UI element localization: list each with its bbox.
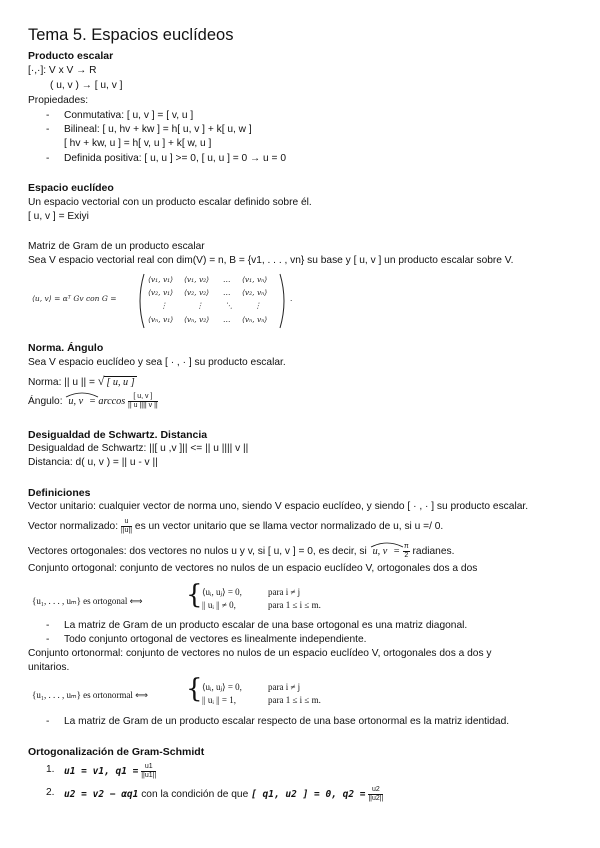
condition: para i ≠ j xyxy=(268,682,301,692)
matrix-cell: ⟨vₙ, vₙ⟩ xyxy=(242,315,268,324)
text-line: Vector unitario: cualquier vector de norma uno, siendo V espacio euclídeo, y siendo [ · , · ] su producto escalar. xyxy=(28,501,529,512)
period: . xyxy=(290,294,293,303)
gram-formula-lhs: ⟨u, v⟩ = αᵀ Gv con G = xyxy=(32,294,117,303)
list-item: - Definida positiva: [ u, u ] >= 0, [ u, u ] = 0 → u = 0 xyxy=(64,153,286,164)
angle-arc: u, v xyxy=(370,546,391,557)
condition: ⟨uᵢ, uⱼ⟩ = 0, xyxy=(202,682,242,692)
matrix-cell: ⟨vₙ, v₁⟩ xyxy=(148,315,174,324)
fraction-denominator: || u |||| v || xyxy=(128,402,158,409)
page-title: Tema 5. Espacios euclídeos xyxy=(28,26,234,44)
matrix-cell: ⟨v₂, vₙ⟩ xyxy=(242,288,268,297)
normalizado-fraction: $\frac{u}{||u||}$ xyxy=(120,518,133,534)
matrix-cell: ⟨v₂, v₂⟩ xyxy=(184,288,210,297)
condition: ⟨uᵢ, uⱼ⟩ = 0, xyxy=(202,587,242,597)
text-line: [ u, v ] = Exiyi xyxy=(28,211,89,222)
list-item: - Bilineal: [ u, hv + kw ] = h[ u, v ] + k[ u, w ] xyxy=(64,124,252,135)
pi-fraction: $\frac{\pi}{2}$ xyxy=(403,543,409,559)
matrix-cell: ⟨v₁, vₙ⟩ xyxy=(242,275,268,284)
definition-line: [·,·]: V x V → R xyxy=(28,65,97,76)
matrix-cell: … xyxy=(223,315,231,324)
text-line: Sea V espacio euclídeo y sea [ · , · ] su producto escalar. xyxy=(28,357,286,368)
angulo-formula xyxy=(28,393,158,410)
matrix-cell: ⋱ xyxy=(225,301,233,310)
list-item: - La matriz de Gram de un producto escalar respecto de una base ortonormal es la matriz identidad. xyxy=(64,716,509,727)
text-line: Matriz de Gram de un producto escalar xyxy=(28,241,205,252)
condition: para i ≠ j xyxy=(268,587,301,597)
matrix-cell: ⟨v₁, v₂⟩ xyxy=(184,275,210,284)
brace-icon: { xyxy=(186,674,203,704)
text-line: Conjunto ortogonal: conjunto de vectores no nulos de un espacio euclídeo V, ortogonales dos a dos xyxy=(28,563,478,574)
matrix-cell: … xyxy=(223,275,231,284)
condition: || uᵢ || ≠ 0, xyxy=(202,600,236,610)
text-line: Desigualdad de Schwartz: ||[ u ,v ]|| <= || u |||| v || xyxy=(28,443,249,454)
heading-gram-schmidt: Ortogonalización de Gram-Schmidt xyxy=(28,746,205,758)
norma-label: Norma: || u || = xyxy=(28,377,95,388)
text-line: Distancia: d( u, v ) = || u - v || xyxy=(28,457,158,468)
normalizado-line: Vector normalizado: $\frac{u}{||u||}$ es un vector unitario que se llama vector normalizado de u, si u =/ 0. xyxy=(28,518,444,534)
sqrt-icon: √ xyxy=(97,374,105,388)
heading-norma-angulo: Norma. Ángulo xyxy=(28,342,104,354)
condition: para 1 ≤ i ≤ m. xyxy=(268,600,321,610)
arccos-text: = arccos xyxy=(88,396,126,408)
matrix-cell: … xyxy=(223,288,231,297)
condition: || uᵢ || = 1, xyxy=(202,695,237,705)
heading-espacio-euclideo: Espacio euclídeo xyxy=(28,182,114,194)
matrix-cell: ⋮ xyxy=(160,301,168,310)
norma-formula xyxy=(28,374,137,389)
ortonormal-lhs: {u₁, . . . , uₘ} es ortonormal ⟺ xyxy=(32,690,149,700)
condition: para 1 ≤ i ≤ m. xyxy=(268,695,321,705)
gram-matrix xyxy=(136,272,288,330)
step1-fraction: $\frac{u1}{||u1||}$ xyxy=(141,763,157,779)
list-item: - Todo conjunto ortogonal de vectores es linealmente independiente. xyxy=(64,634,366,645)
angulo-fraction xyxy=(128,393,158,410)
heading-definiciones: Definiciones xyxy=(28,487,91,499)
norma-radicand: [ u, u ] xyxy=(106,377,135,388)
gram-schmidt-step-1: u1 = v1, q1 = $\frac{u1}{||u1||}$ xyxy=(64,763,157,779)
text-line: Sea V espacio vectorial real con dim(V) = n, B = {v1, . . . , vn} su base y [ u, v ] un producto escalar sobre V. xyxy=(28,255,514,266)
ortogonal-lhs: {u₁, . . . , uₘ} es ortogonal ⟺ xyxy=(32,596,143,606)
step2-fraction: $\frac{u2}{||u2||}$ xyxy=(368,786,384,802)
list-item: - Conmutativa: [ u, v ] = [ v, u ] xyxy=(64,110,193,121)
list-item-continued: [ hv + kw, u ] = h[ v, u ] + k[ w, u ] xyxy=(64,138,212,149)
matrix-cell: ⋮ xyxy=(196,301,204,310)
angulo-label: Ángulo: xyxy=(28,396,63,408)
heading-schwartz: Desigualdad de Schwartz. Distancia xyxy=(28,429,208,441)
angle-arc: u, v xyxy=(65,396,86,407)
propiedades-label: Propiedades: xyxy=(28,95,89,106)
ortogonales-line: Vectores ortogonales: dos vectores no nulos u y v, si [ u, v ] = 0, es decir, si u, v = $\frac{\pi}{2}$ radianes. xyxy=(28,543,455,559)
fraction-numerator: [ u, v ] xyxy=(128,393,158,402)
text-line: Un espacio vectorial con un producto escalar definido sobre él. xyxy=(28,197,312,208)
heading-producto-escalar: Producto escalar xyxy=(28,50,114,62)
matrix-cell: ⟨v₂, v₁⟩ xyxy=(148,288,174,297)
matrix-cell: ⟨vₙ, v₂⟩ xyxy=(184,315,210,324)
text-line: unitarios. xyxy=(28,662,70,673)
brace-icon: { xyxy=(186,580,203,610)
text-line: Conjunto ortonormal: conjunto de vectores no nulos de un espacio euclídeo V, ortogonales dos a dos y xyxy=(28,648,492,659)
gram-schmidt-step-2: u2 = v2 − αq1 con la condición de que [ q1, u2 ] = 0, q2 = $\frac{u2}{||u2||}$ xyxy=(64,786,384,802)
arc-icon xyxy=(65,392,99,398)
list-item: - La matriz de Gram de un producto escalar de una base ortogonal es una matriz diagonal. xyxy=(64,620,467,631)
definition-line: ( u, v ) → [ u, v ] xyxy=(50,80,123,91)
matrix-cell: ⋮ xyxy=(254,301,262,310)
step-number: 2. xyxy=(46,787,55,798)
matrix-cell: ⟨v₁, v₁⟩ xyxy=(148,275,174,284)
step-number: 1. xyxy=(46,764,55,775)
arc-icon xyxy=(370,542,404,548)
